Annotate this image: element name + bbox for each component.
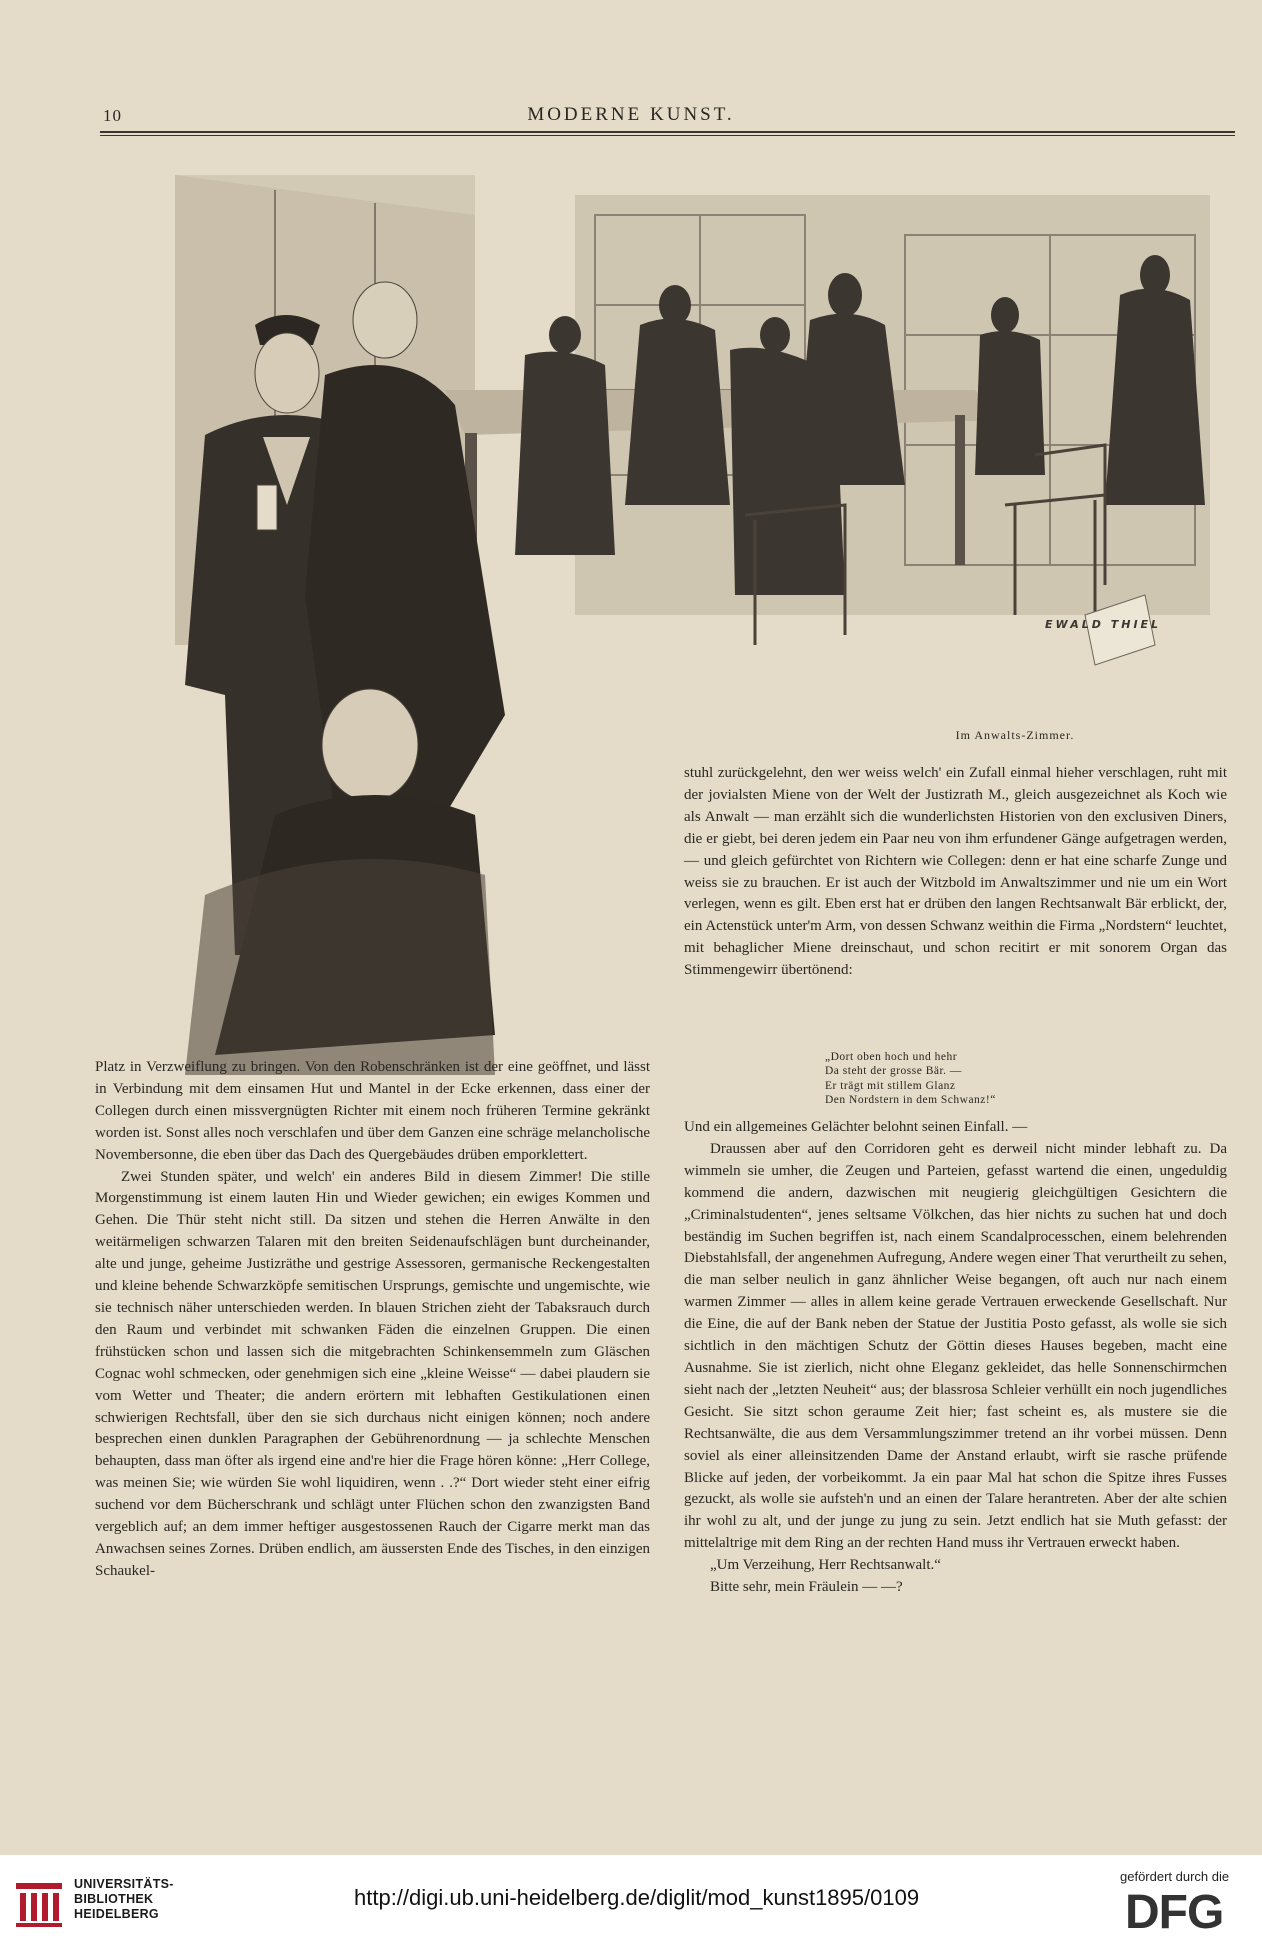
permalink-url[interactable]: http://digi.ub.uni-heidelberg.de/diglit/mod_kunst1895/0109 [354, 1885, 920, 1910]
library-name-line: HEIDELBERG [74, 1907, 159, 1921]
verse-quote [825, 1050, 1085, 1107]
university-library-logo-icon [10, 1873, 68, 1931]
library-name [74, 1877, 174, 1922]
paragraph: stuhl zurückgelehnt, den wer weiss welch' ein Zufall einmal hieher verschlagen, ruht mit der jovialsten Miene von der Welt der Justizrath M., gleich ausgezeichnet als Koch wie als Anwalt — man erzählt sich die wunderlichsten Historien von den exclusiven Diners, die er giebt, bei deren jedem ein Paar neu von ihm erfundener Gänge aufgetragen werden, — und gleich gefürchtet von Richtern wie Collegen: denn er hat eine scharfe Zunge und weiss sie zu brauchen. Er ist auch der Witzbold im Anwaltszimmer und nie um ein Wort verlegen, wenn es gilt. Eben erst hat er drüben den langen Rechtsanwalt Bär erblickt, der, ein Actenstück unter'm Arm, von dessen Schwanz weithin die Firma „Nordstern“ leuchtet, mit behaglicher Miene dreinschaut, und schon recitirt er mit sonorem Organ das Stimmengewirr übertönend: [684, 765, 1227, 979]
illustration-caption: Im Anwalts-Zimmer. [955, 728, 1075, 742]
digitization-footer [0, 1855, 1262, 1947]
library-name-line: UNIVERSITÄTS- [74, 1877, 174, 1891]
verse-line: Er trägt mit stillem Glanz [825, 1079, 956, 1092]
paragraph: „Um Verzeihung, Herr Rechtsanwalt.“ [710, 1557, 941, 1574]
paragraph: Draussen aber auf den Corridoren geht es derweil nicht minder lebhaft zu. Da wimmeln sie umher, die Zeugen und Parteien, gefasst wartend die einen, ungeduldig kommend die andern, dazwischen mit neugierig gleichgültigen Gesichtern die „Criminalstudenten“, jenes seltsame Völkchen, das hier nichts zu suchen hat und doch beständig im Suchen begriffen ist, nach einem Scandalprocesschen, einem belehrenden Diebstahlsfall, der angenehmen Aufregung, Andere wegen einer That verurtheilt zu sehen, die man selber neulich in ganz ähnlicher Weise begangen, oft auch nur nach einem warmen Zimmer — alles in allem keine gerade Vertrauen erweckende Gesellschaft. Nur die Eine, die auf der Bank neben der Statue der Justitia Posto gefasst, als wolle sie sich sichtlich in den mächtigen Schutz der Göttin dieses Hauses begeben, macht eine Ausnahme. Sie ist zierlich, nicht ohne Eleganz gekleidet, das helle Sonnenschirmchen sieht nach der „letzten Neuheit“ aus; der blassrosa Schleier verhüllt ein noch jugendliches Gesicht. Sie sitzt schon geraume Zeit hier; fast scheint es, als mustere sie die Rechtsanwälte, die aus dem Versammlungszimmer tretend an ihr vorbei müssen. Denn soviel als einer alleinsitzenden Dame der Anstand erlaubt, wirft sie rasche prüfende Blicke auf jeden, der vorbeikommt. Ja ein paar Mal hat schon die Spitze ihres Fusses gezuckt, als wolle sie aufsteh'n und an einen der Talare herantreten. Aber der alte schien ihr wohl zu alt, und der junge zu jung zu sein. Jetzt endlich hat sie Muth gefasst: der mittelaltrige mit dem Ring an der rechten Hand muss ihr Vertrauen erweckt haben. [684, 1140, 1227, 1552]
paragraph: Platz in Verzweiflung zu bringen. Von den Robenschränken ist der eine geöffnet, und lässt in Verbindung mit dem einsamen Hut und Mantel in der Ecke erkennen, dass einer der Collegen durch einen missvergnügten Richter mit einem noch früheren Termine gekränkt worden ist. Sonst alles noch verschlafen und über dem Ganzen eine schräge melancholische Novembersonne, die eben über das Dach des Quergebäudes drüben emporklettert. [95, 1059, 650, 1163]
paragraph: Bitte sehr, mein Fräulein — —? [710, 1579, 903, 1596]
page-number: 10 [103, 106, 122, 125]
verse-line: Da steht der grosse Bär. — [825, 1065, 962, 1078]
dfg-logo: DFG [1125, 1886, 1224, 1939]
header-rule-thin [100, 135, 1235, 136]
paragraph: Zwei Stunden später, und welch' ein anderes Bild in diesem Zimmer! Die stille Morgenstimmung ist einem lauten Hin und Wieder gewichen; ein ewiges Kommen und Gehen. Die Thür steht nicht still. Da sitzen und stehen die Herren Anwälte in den weitärmeligen schwarzen Talaren mit den breiten Seidenaufschlägen bunt durcheinander, alte und junge, geheime Justizräthe und gestrige Assessoren, germanische Reckengestalten und kleine behende Schwarzköpfe semitischen Ursprungs, gemischte und ungemischte, wie sie technisch näher unterschieden werden. In blauen Strichen zieht der Tabaksrauch durch den Raum und verbindet mit schwanken Fäden die einzelnen Gruppen. Die einen frühstücken schon und lassen sich die mitgebrachten Schinkensemmeln zum Gläschen Cognac wohl schmecken, oder genehmigen sich eine „kleine Weisse“ — dabei plaudern sie vom Wetter und Theater; die andern erörtern mit lebhaften Gestikulationen einen schwierigen Rechtsfall, über den sie sich durchaus nicht einigen können; noch andere besprechen einen dunklen Paragraphen der Gebührenordnung — ja schlechte Menschen behaupten, dass man öfter als irgend eine and're hier die Frage hören könne: „Herr College, was meinen Sie; wie würden Sie wohl liquidiren, wenn . .?“ Dort wieder steht einer eifrig suchend vor dem Bücherschrank und schlägt unter Flüchen schon den zwanzigsten Band vergeblich auf; an dem immer heftiger ausgestossenen Rauch der Cigarre merkt man das Anwachsen seines Zornes. Drüben endlich, am äussersten Ende des Tisches, in den einzigen Schaukel- [95, 1168, 650, 1579]
running-title: MODERNE KUNST. [527, 104, 735, 125]
verse-line: Den Nordstern in dem Schwanz!“ [825, 1093, 996, 1106]
artist-signature: EWALD THIEL [1045, 618, 1162, 631]
header-rule [100, 131, 1235, 133]
library-name-line: BIBLIOTHEK [74, 1892, 154, 1906]
text-column-right-bottom [684, 1117, 1227, 1599]
text-column-left [95, 1057, 650, 1583]
paragraph: Und ein allgemeines Gelächter belohnt seinen Einfall. — [684, 1119, 1028, 1135]
text-column-right-top [684, 763, 1227, 982]
funding-note: gefördert durch die [1120, 1869, 1230, 1884]
verse-line: „Dort oben hoch und hehr [825, 1051, 958, 1063]
